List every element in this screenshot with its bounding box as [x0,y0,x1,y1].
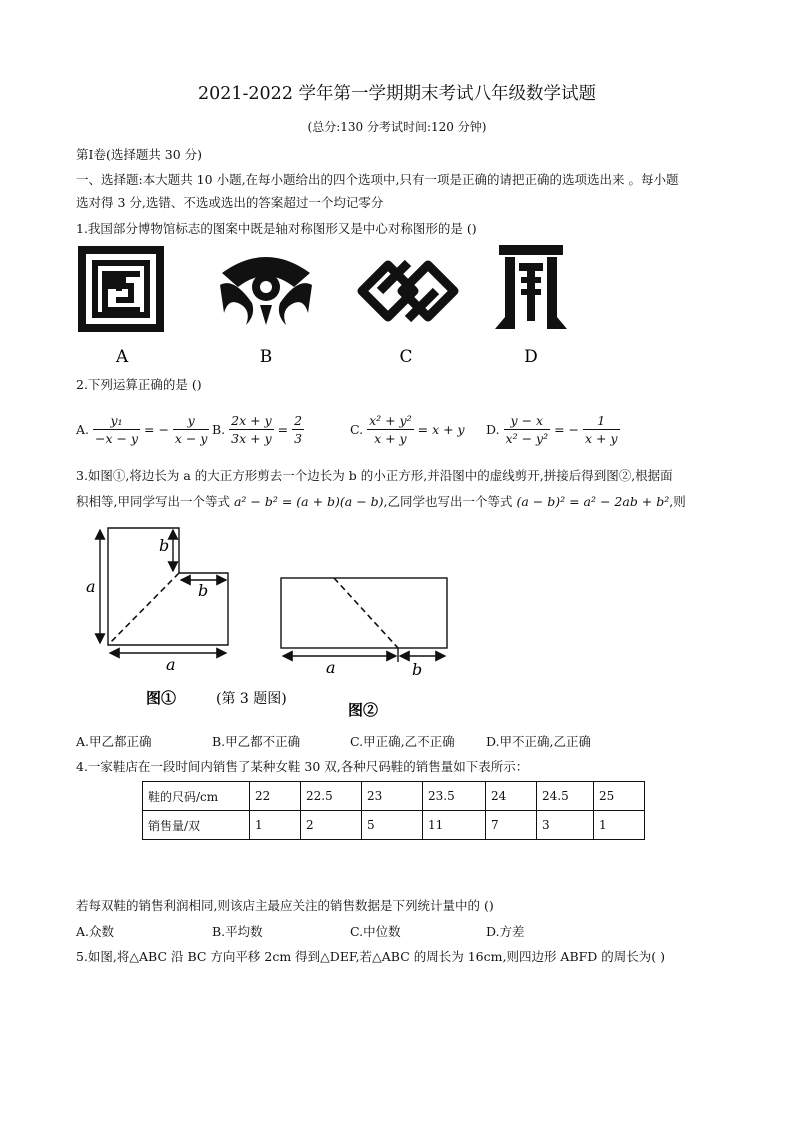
question-3-line-1: 3.如图①,将边长为 a 的大正方形剪去一个边长为 b 的小正方形,并沿图中的虚线剪开,拼接后得到图②,根据面 [76,468,673,483]
table-row [143,782,645,811]
logo-d-label: D [524,347,538,367]
fig1-label-a-vertical: a [86,577,96,596]
table-cell: 11 [423,811,486,840]
table-cell: 24.5 [537,782,594,811]
table-cell: 7 [486,811,537,840]
q2-option-a: A. $\frac{\text{y₁}}{-x - y}$ = − $\frac{y}{x - y}$ [76,413,208,446]
q4-choice-d: D.方差 [486,924,525,939]
fig2-label-a: a [326,658,336,677]
table-cell: 5 [362,811,423,840]
table-cell: 22.5 [301,782,362,811]
table-cell: 1 [250,811,301,840]
q2-option-d: D. $\frac{y - x}{\text{x² − y²}}$ = − $\frac{1}{x + y}$ [486,413,618,446]
q3-choice-a: A.甲乙都正确 [76,734,152,749]
equation-jia: a² − b² = (a + b)(a − b) [233,494,384,509]
section-heading: 第Ⅰ卷(选择题共 30 分) [76,147,203,162]
q3-choice-d: D.甲不正确,乙正确 [486,734,592,749]
instructions-line-1: 一、选择题:本大题共 10 小题,在每小题给出的四个选项中,只有一项是正确的请把正确的选项选出来 。每小题 [76,172,679,187]
q2-option-b: B. $\frac{2x + y}{3x + y}$ = $\frac{2}{3}$ [212,413,303,446]
figure-2-rectangle [281,578,447,662]
table-cell: 2 [301,811,362,840]
logo-a-label: A [115,347,129,367]
logo-c-knot-icon [362,263,454,319]
q4-choice-a: A.众数 [76,924,115,939]
logo-d-character-icon [495,245,567,329]
question-4-stem: 4.一家鞋店在一段时间内销售了某种女鞋 30 双,各种尺码鞋的销售量如下表所示： [76,759,529,774]
logo-a-square-maze-icon [78,246,164,332]
table-row [143,811,645,840]
table-cell: 23 [362,782,423,811]
figure-caption: (第 3 题图) [216,691,287,707]
table-cell: 1 [594,811,645,840]
fig1-label-b-horizontal: b [198,581,209,600]
question-5-stem: 5.如图,将△ABC 沿 BC 方向平移 2cm 得到△DEF,若△ABC 的周长为 16cm,则四边形 ABFD 的周长为( ) [76,949,666,964]
question-3-line-2: 积相等,甲同学写出一个等式 a² − b² = (a + b)(a − b),乙同学也写出一个等式 (a − b)² = a² − 2ab + b²,则 [76,494,686,509]
table-cell: 3 [537,811,594,840]
shoe-sales-table [142,781,645,840]
q4-choice-b: B.平均数 [212,924,263,939]
logo-b-mask-icon [220,257,312,325]
figure-1-caption: 图① [146,689,177,707]
exam-subtitle: (总分:130 分考试时间:120 分钟) [307,120,487,134]
logo-b-label: B [259,347,273,367]
exam-title: 2021-2022 学年第一学期期末考试八年级数学试题 [197,84,597,104]
equation-yi: (a − b)² = a² − 2ab + b² [516,494,670,509]
instructions-line-2: 选对得 3 分,选错、不选或选出的答案超过一个均记零分 [76,195,384,210]
figure-2-caption: 图② [348,701,379,719]
fig1-label-a-horizontal: a [166,655,176,674]
q1-logo-figures [76,243,596,371]
question-2-stem: 2.下列运算正确的是 () [76,377,202,392]
q2-option-c: C. $\frac{\text{x² + y²}}{x + y}$ = x + y [350,413,465,446]
table-cell: 24 [486,782,537,811]
fig1-label-b-vertical: b [159,536,170,555]
question-1-stem: 1.我国部分博物馆标志的图案中既是轴对称图形又是中心对称图形的是 () [76,221,477,236]
q4-choice-c: C.中位数 [350,924,401,939]
table-header-size: 鞋的尺码/cm [143,782,250,811]
q3-choice-b: B.甲乙都不正确 [212,734,301,749]
table-header-sales: 销售量/双 [143,811,250,840]
table-cell: 25 [594,782,645,811]
logo-c-label: C [399,347,413,367]
question-4-question: 若每双鞋的销售利润相同,则该店主最应关注的销售数据是下列统计量中的 () [76,898,494,913]
table-cell: 22 [250,782,301,811]
table-cell: 23.5 [423,782,486,811]
q3-figures [76,518,456,728]
q3-choice-c: C.甲正确,乙不正确 [350,734,455,749]
fig2-label-b: b [412,660,423,679]
